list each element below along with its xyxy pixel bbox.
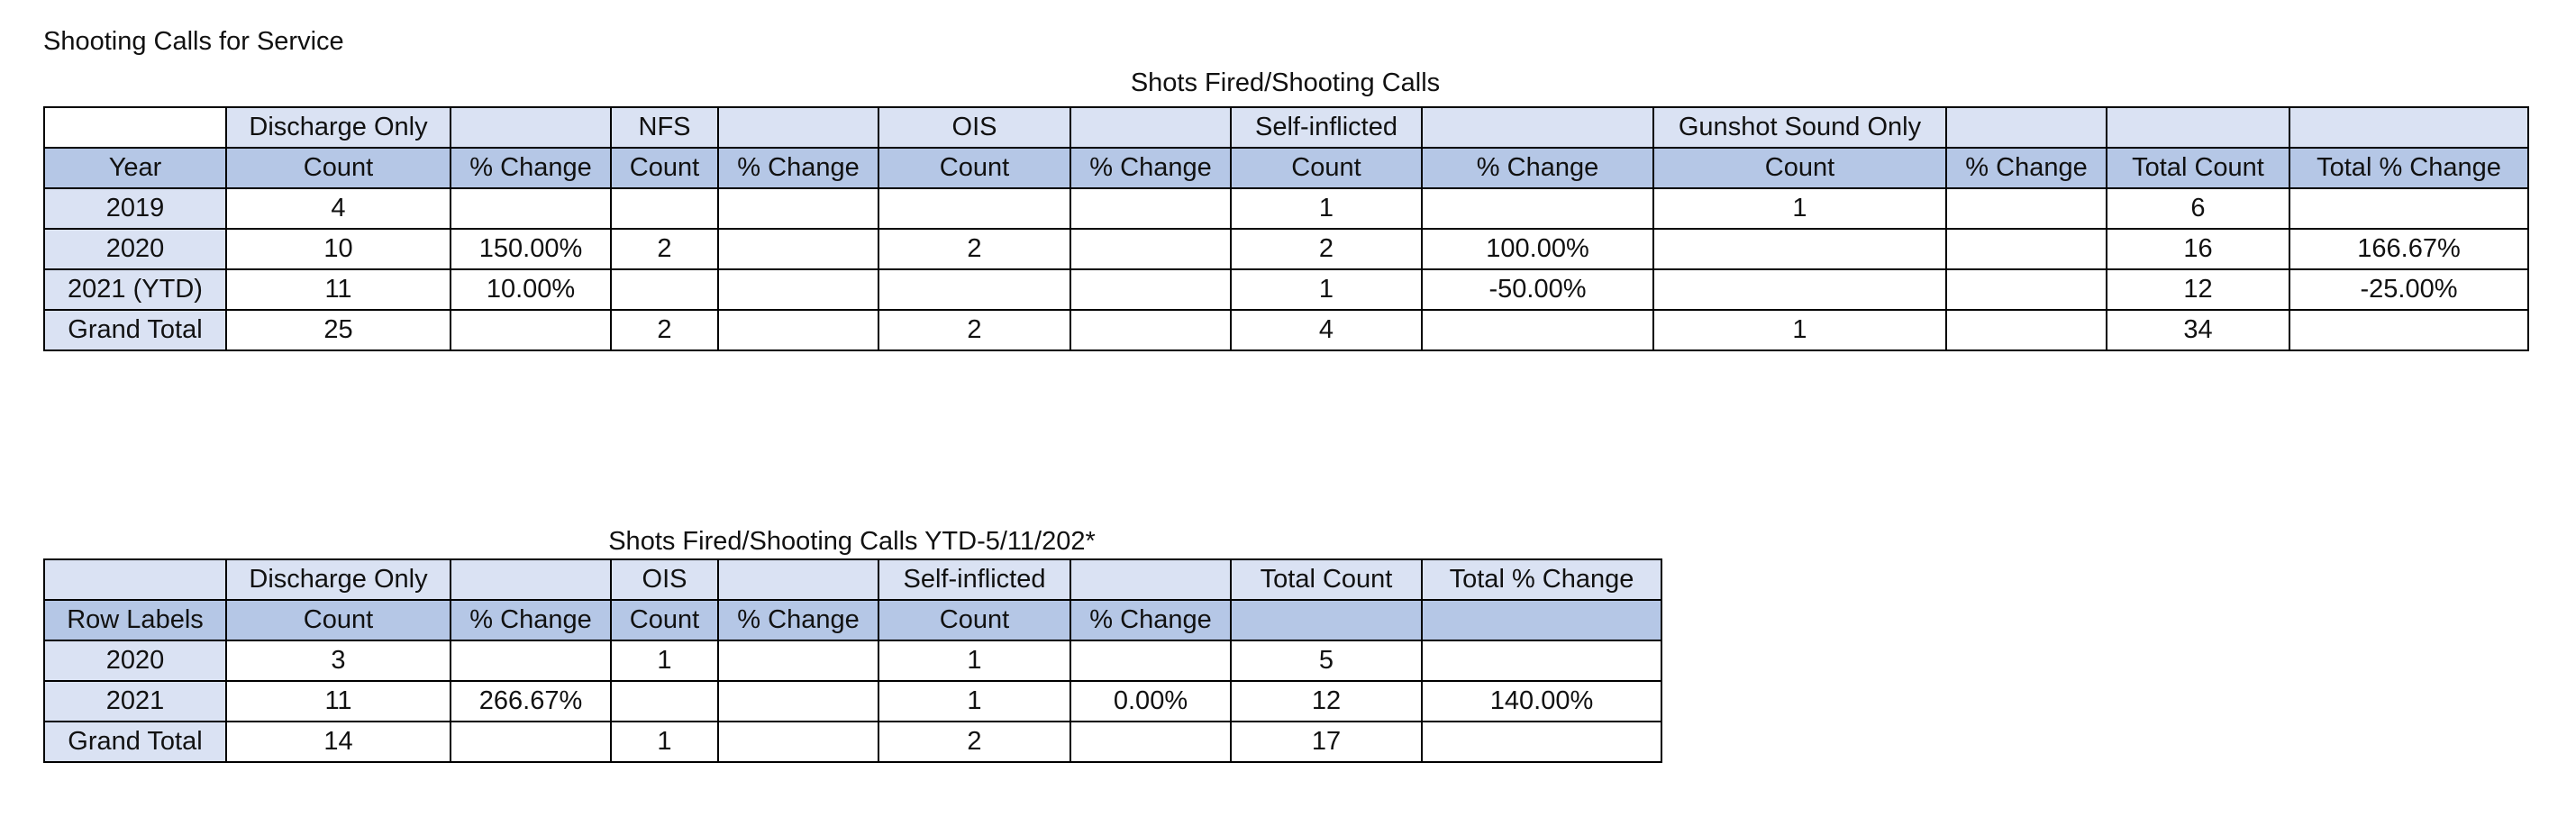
table-cell: 1 [611,722,718,762]
shots-fired-table [43,106,2529,351]
table-cell [611,188,718,229]
table-cell: 2 [611,310,718,350]
header-cell: Self-inflicted [1231,107,1422,148]
table-row [44,229,2528,269]
column-header: Count [878,600,1070,640]
table-cell: 1 [1653,310,1946,350]
table-cell [451,188,611,229]
header-cell: NFS [611,107,718,148]
row-label: 2020 [44,229,226,269]
table-cell [611,269,718,310]
column-header: % Change [1070,600,1231,640]
header-cell: OIS [878,107,1070,148]
row-label: 2019 [44,188,226,229]
header-cell: Self-inflicted [878,559,1070,600]
table-cell [1070,722,1231,762]
table-cell [1070,229,1231,269]
table-cell: 1 [1231,269,1422,310]
table-cell [1070,269,1231,310]
header-cell [44,559,226,600]
table-cell [451,310,611,350]
table-cell [1422,188,1653,229]
header-cell [2107,107,2289,148]
table-row [44,640,1661,681]
column-header: Total Count [2107,148,2289,188]
table-cell [1946,229,2107,269]
table-cell [1653,229,1946,269]
table-cell [718,640,878,681]
table-cell: 1 [878,640,1070,681]
shots-fired-ytd-table [43,558,1662,763]
row-label: 2021 (YTD) [44,269,226,310]
group-header-row [44,559,1661,600]
table2-title: Shots Fired/Shooting Calls YTD-5/11/202* [608,527,1096,556]
table-row [44,188,2528,229]
column-header [1231,600,1422,640]
table-cell: -50.00% [1422,269,1653,310]
table-cell [1946,269,2107,310]
row-label: Grand Total [44,722,226,762]
header-cell [718,559,878,600]
table-cell: 150.00% [451,229,611,269]
table-cell [718,681,878,722]
table-cell: 2 [878,229,1070,269]
table-cell: 4 [1231,310,1422,350]
row-label: 2021 [44,681,226,722]
table-cell [1070,640,1231,681]
header-cell: Total Count [1231,559,1422,600]
header-cell [718,107,878,148]
table-cell: 5 [1231,640,1422,681]
grand-total-row [44,310,2528,350]
header-cell [1070,107,1231,148]
table-cell: 1 [611,640,718,681]
row-label: 2020 [44,640,226,681]
column-header: % Change [718,600,878,640]
table-cell: 2 [1231,229,1422,269]
column-header: % Change [451,148,611,188]
table-cell [451,640,611,681]
header-cell [1422,107,1653,148]
table-cell [2289,188,2528,229]
table-cell: 140.00% [1422,681,1661,722]
table-cell [451,722,611,762]
header-cell: Discharge Only [226,107,451,148]
table-cell: 34 [2107,310,2289,350]
column-header: Total % Change [2289,148,2528,188]
table-cell [1946,310,2107,350]
table-cell [878,269,1070,310]
column-header: % Change [1422,148,1653,188]
column-header: Count [611,148,718,188]
table-cell: 11 [226,269,451,310]
table-cell [611,681,718,722]
table-cell [1653,269,1946,310]
table-cell: 11 [226,681,451,722]
table-cell: 2 [878,722,1070,762]
table-cell [718,722,878,762]
table-cell [1422,722,1661,762]
table-cell [1070,310,1231,350]
table-cell [718,310,878,350]
header-cell: Total % Change [1422,559,1661,600]
column-header: % Change [718,148,878,188]
column-header [1422,600,1661,640]
table-cell: 2 [878,310,1070,350]
column-header: Count [878,148,1070,188]
table-cell [1070,188,1231,229]
table-cell: 14 [226,722,451,762]
table-cell: 3 [226,640,451,681]
table-cell: 10.00% [451,269,611,310]
table-cell: -25.00% [2289,269,2528,310]
header-cell: Discharge Only [226,559,451,600]
header-cell: Gunshot Sound Only [1653,107,1946,148]
table-cell: 25 [226,310,451,350]
table-cell: 1 [1653,188,1946,229]
row-label: Grand Total [44,310,226,350]
header-cell [44,107,226,148]
header-cell: OIS [611,559,718,600]
column-header: Count [226,600,451,640]
header-cell [1946,107,2107,148]
grand-total-row [44,722,1661,762]
table-cell: 266.67% [451,681,611,722]
table-cell: 100.00% [1422,229,1653,269]
table-cell: 1 [878,681,1070,722]
table-cell [2289,310,2528,350]
table-cell: 166.67% [2289,229,2528,269]
column-header-row [44,148,2528,188]
column-header: Year [44,148,226,188]
table-cell: 6 [2107,188,2289,229]
table-row [44,681,1661,722]
table-cell [718,188,878,229]
table-cell: 4 [226,188,451,229]
table-cell [1946,188,2107,229]
column-header: Count [1231,148,1422,188]
column-header: Count [1653,148,1946,188]
group-header-row [44,107,2528,148]
table-cell: 16 [2107,229,2289,269]
table-cell [718,269,878,310]
table-row [44,269,2528,310]
table-cell [1422,640,1661,681]
page-title: Shooting Calls for Service [43,27,344,56]
table-cell [878,188,1070,229]
table-cell: 17 [1231,722,1422,762]
table-cell: 12 [2107,269,2289,310]
header-cell [451,559,611,600]
header-cell [1070,559,1231,600]
column-header: % Change [1946,148,2107,188]
header-cell [451,107,611,148]
table1-title: Shots Fired/Shooting Calls [1130,68,1441,97]
column-header: Count [226,148,451,188]
table-cell: 0.00% [1070,681,1231,722]
table-cell: 2 [611,229,718,269]
table-cell: 1 [1231,188,1422,229]
column-header: % Change [1070,148,1231,188]
table-cell: 12 [1231,681,1422,722]
table-cell [718,229,878,269]
column-header: Row Labels [44,600,226,640]
table-cell [1422,310,1653,350]
table-cell: 10 [226,229,451,269]
header-cell [2289,107,2528,148]
column-header-row [44,600,1661,640]
column-header: Count [611,600,718,640]
column-header: % Change [451,600,611,640]
